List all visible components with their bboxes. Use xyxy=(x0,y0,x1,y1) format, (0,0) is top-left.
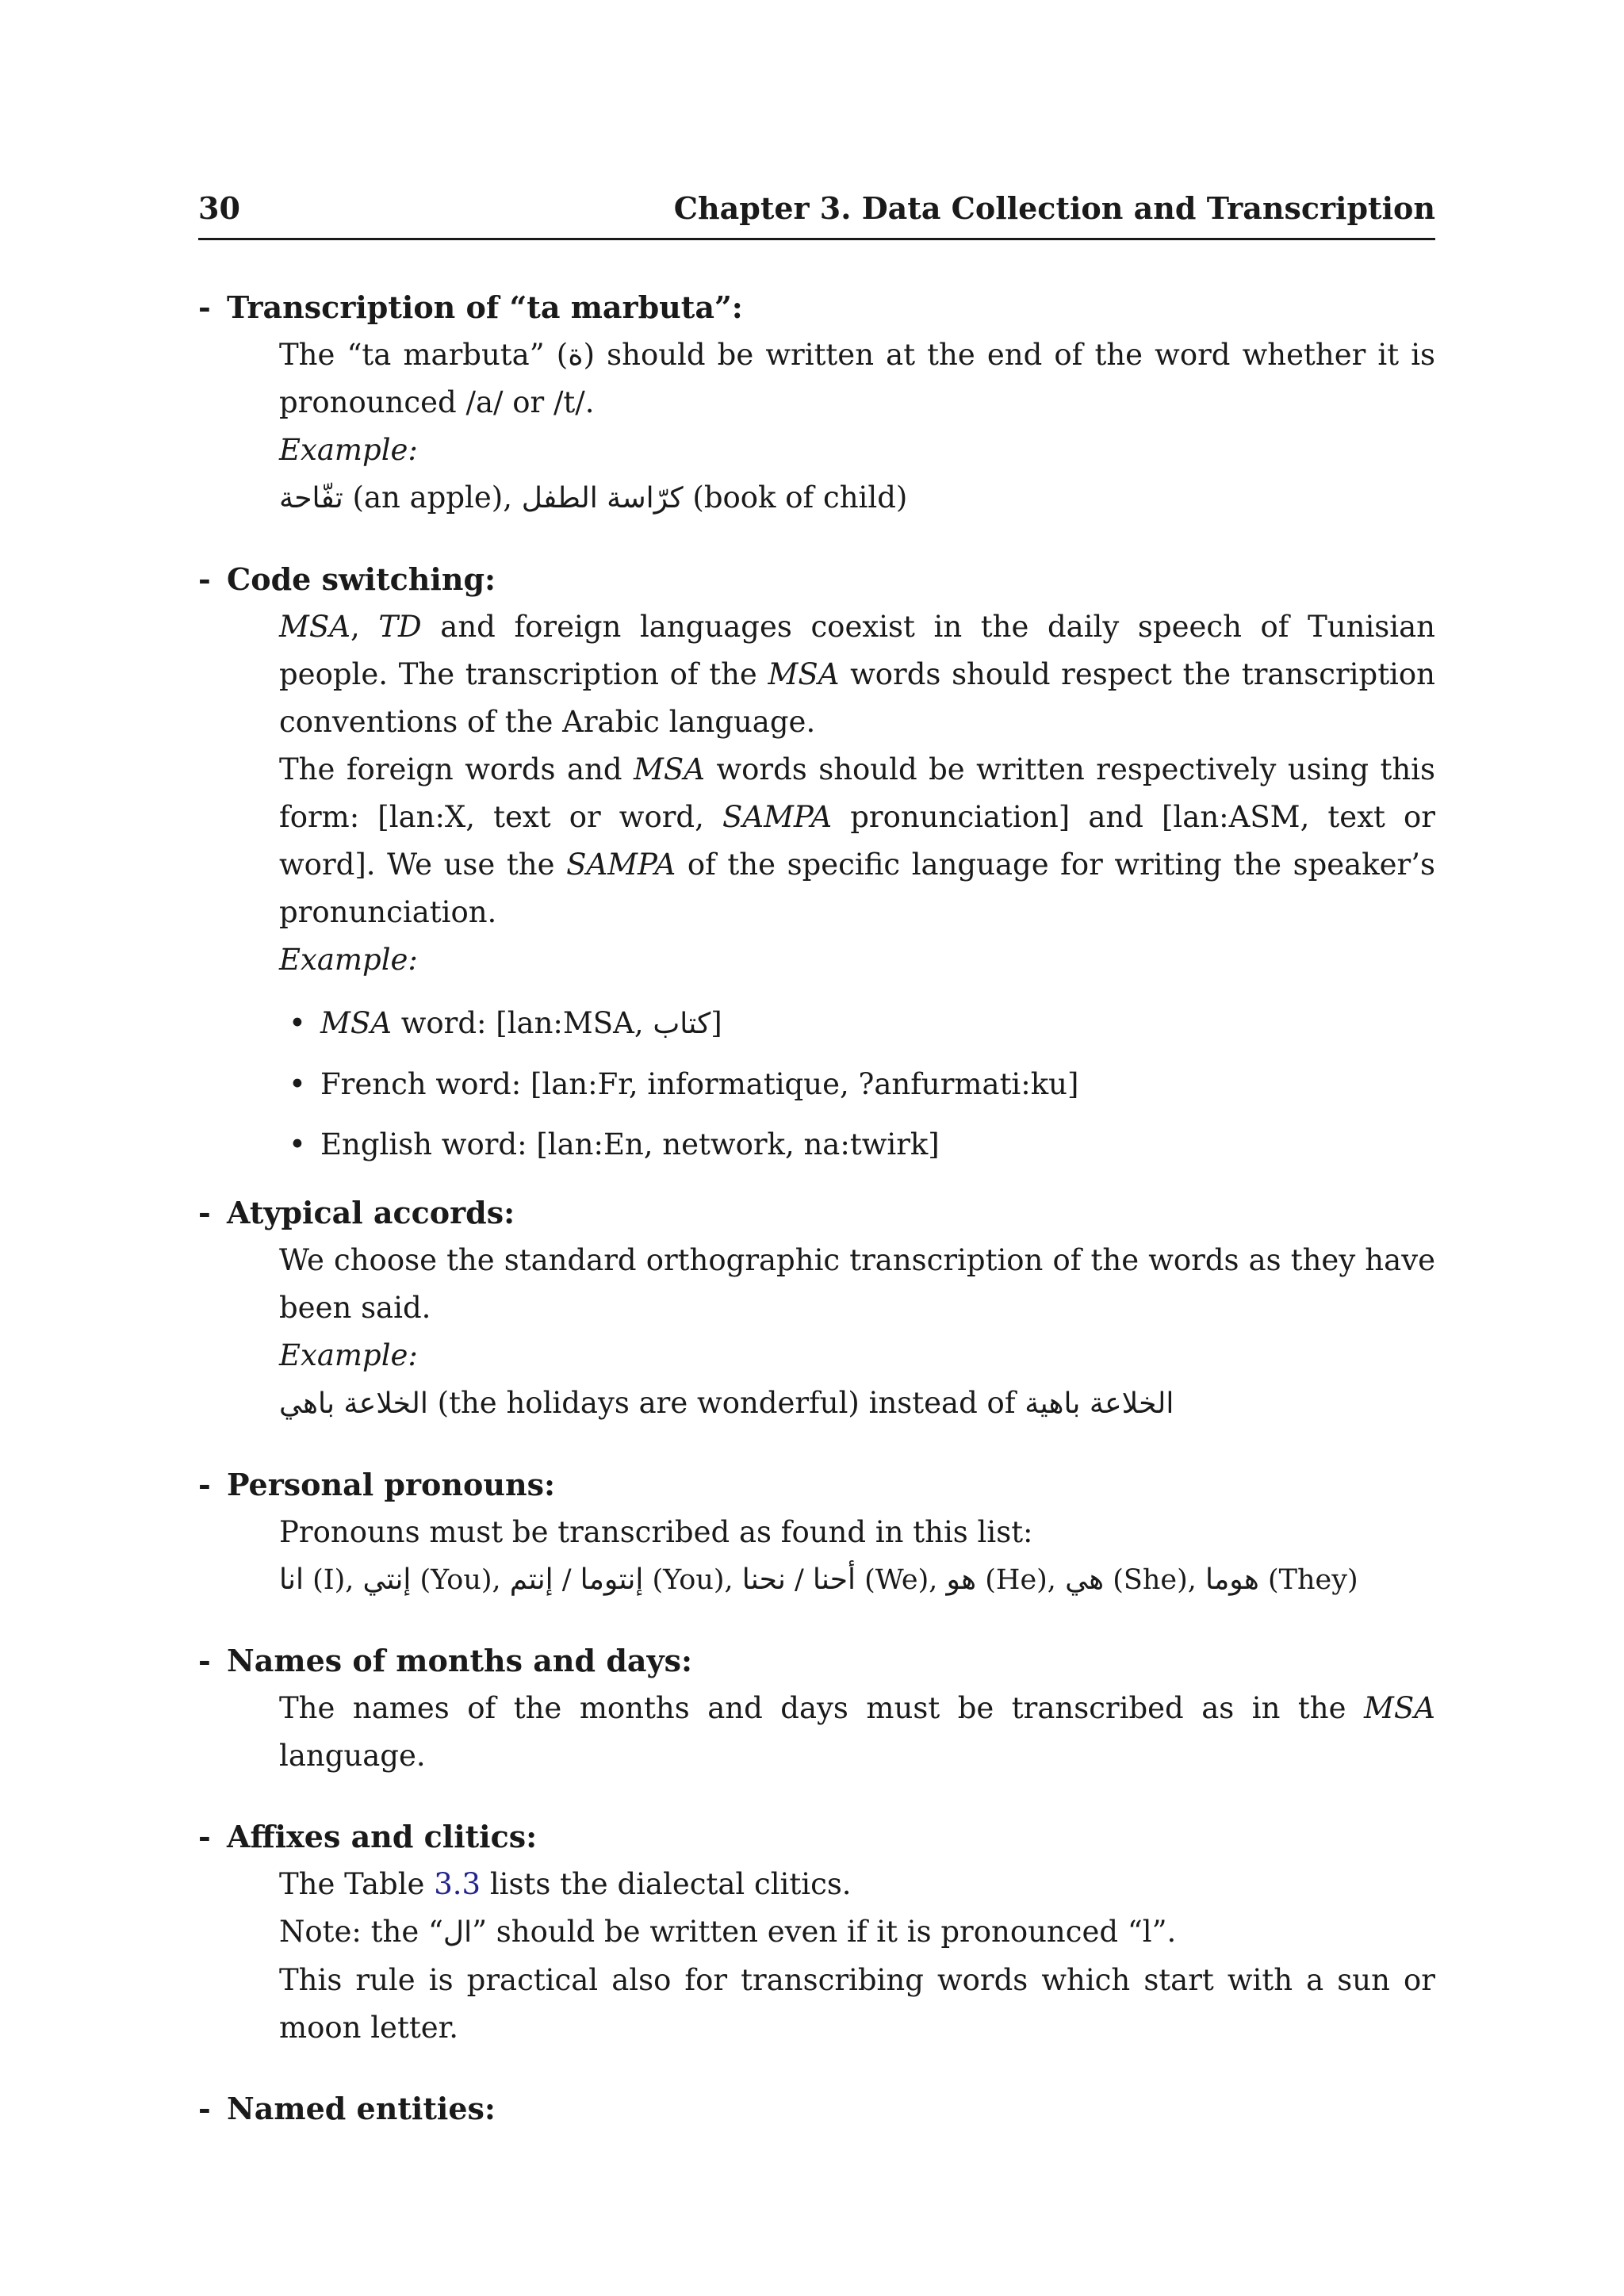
dash: - xyxy=(198,1467,222,1502)
list-item: • English word: [lan:En, network, na:twirk] xyxy=(320,1121,1435,1169)
page xyxy=(198,190,1435,2133)
section-title xyxy=(198,1461,1435,1509)
section-body xyxy=(279,1237,1435,1428)
section-body xyxy=(279,1861,1435,2052)
text: The foreign words and xyxy=(279,752,634,786)
text: The Table xyxy=(279,1867,435,1901)
dash: - xyxy=(198,2091,211,2126)
text: , xyxy=(350,610,379,644)
section-personal-pronouns xyxy=(198,1461,1435,1604)
term-msa: MSA xyxy=(768,657,840,691)
gloss: (You), xyxy=(643,1564,742,1596)
section-title xyxy=(198,556,1435,603)
section-atypical-accords xyxy=(198,1189,1435,1428)
arabic-text: الخلاعة باهية xyxy=(1025,1387,1174,1420)
arabic-text: الخلاعة باهي xyxy=(279,1387,428,1420)
gloss: (an apple), xyxy=(343,480,522,515)
example-label: Example: xyxy=(279,433,418,467)
arabic-text: ال xyxy=(442,1916,473,1949)
arabic-text: هي xyxy=(1065,1563,1105,1596)
example-label: Example: xyxy=(279,943,418,977)
paragraph xyxy=(279,1908,1435,1957)
section-named-entities xyxy=(198,2085,1435,2133)
gloss: (book of child) xyxy=(683,480,908,515)
gloss: (He), xyxy=(976,1564,1066,1596)
section-title xyxy=(198,1813,1435,1861)
title-text: Transcription of “ta marbuta”: xyxy=(227,289,743,325)
section-title xyxy=(198,284,1435,331)
dash: - xyxy=(198,1195,211,1230)
gloss: (I), xyxy=(304,1564,363,1596)
paragraph xyxy=(279,1861,1435,1908)
text: and foreign languages coexist in the daily speech of Tunisian people. The transcription of the xyxy=(279,610,1435,691)
gloss: (She), xyxy=(1104,1564,1205,1596)
arabic-text: إنتوما xyxy=(580,1563,644,1596)
running-header xyxy=(198,190,1435,240)
term-msa: MSA xyxy=(320,1006,392,1040)
arabic-text: انا xyxy=(279,1563,304,1596)
section-title xyxy=(198,1637,1435,1685)
term-msa: MSA xyxy=(1364,1691,1435,1725)
section-affixes-clitics xyxy=(198,1813,1435,2052)
dash: - xyxy=(198,289,211,325)
paragraph: We choose the standard orthographic transcription of the words as they have been said. xyxy=(279,1243,1435,1325)
paragraph xyxy=(279,603,1435,746)
example-line xyxy=(279,474,1435,522)
list-item: • French word: [lan:Fr, informatique, ?anfurmati:ku] xyxy=(320,1061,1435,1108)
separator: / xyxy=(785,1564,813,1596)
term-sampa: SAMPA xyxy=(566,848,676,882)
term-msa: MSA xyxy=(279,610,350,644)
gloss: (They) xyxy=(1258,1564,1358,1596)
arabic-text: كرّاسة الطفل xyxy=(521,482,684,515)
text: words should be written respectively using this form: [lan:X, text or word, xyxy=(279,752,1435,834)
text: ” should be written even if it is pronounced “l”. xyxy=(472,1915,1177,1949)
section-months-days xyxy=(198,1637,1435,1780)
term-td: TD xyxy=(378,610,422,644)
arabic-text: هو xyxy=(946,1563,977,1596)
separator: / xyxy=(553,1564,580,1596)
arabic-text: هوما xyxy=(1205,1563,1259,1596)
arabic-text: إنتي xyxy=(362,1563,412,1596)
chapter-title: Chapter 3. Data Collection and Transcription xyxy=(673,190,1435,226)
paragraph xyxy=(279,746,1435,936)
section-body xyxy=(279,331,1435,522)
text: words should respect the transcription conventions of the Arabic language. xyxy=(279,657,1435,739)
example-label: Example: xyxy=(279,1338,418,1372)
text: ] xyxy=(710,1006,722,1040)
title-text: Named entities: xyxy=(227,2091,496,2126)
table-reference-link[interactable]: 3.3 xyxy=(434,1867,481,1901)
section-title xyxy=(198,1189,1435,1237)
text: lists the dialectal clitics. xyxy=(481,1867,852,1901)
paragraph: The “ta marbuta” (ة) should be written at the end of the word whether it is pronounced /a/ or /t/. xyxy=(279,338,1436,419)
section-body xyxy=(279,1685,1435,1780)
section-body xyxy=(279,603,1435,1169)
arabic-text: كتاب xyxy=(653,1008,711,1040)
title-text: Names of months and days: xyxy=(227,1643,693,1678)
section-ta-marbuta xyxy=(198,284,1435,522)
paragraph: This rule is practical also for transcribing words which start with a sun or moon letter. xyxy=(279,1963,1435,2045)
text: word: [lan:MSA, xyxy=(391,1006,653,1040)
example-list xyxy=(279,1000,1435,1169)
section-body xyxy=(279,1509,1435,1604)
section-title xyxy=(198,2085,1435,2133)
term-msa: MSA xyxy=(634,752,705,786)
arabic-text: أحنا xyxy=(812,1563,856,1596)
title-text: Code switching: xyxy=(227,561,496,597)
title-text: Affixes and clitics: xyxy=(227,1819,538,1854)
title-text: Atypical accords: xyxy=(227,1195,515,1230)
term-sampa: SAMPA xyxy=(722,800,833,834)
gloss: (We), xyxy=(856,1564,947,1596)
page-number: 30 xyxy=(198,190,240,226)
arabic-text: إنتم xyxy=(509,1563,553,1596)
text: The names of the months and days must be transcribed as in the xyxy=(279,1691,1365,1725)
gloss: (You), xyxy=(411,1564,510,1596)
dash: - xyxy=(198,561,211,597)
pronoun-list xyxy=(279,1556,1435,1604)
arabic-text: نحنا xyxy=(741,1563,786,1596)
paragraph xyxy=(279,1685,1435,1780)
dash: - xyxy=(198,1819,211,1854)
gloss: (the holidays are wonderful) instead of xyxy=(427,1386,1025,1420)
arabic-text: تفّاحة xyxy=(279,482,343,515)
list-item xyxy=(320,1000,1435,1048)
example-line xyxy=(279,1380,1435,1428)
text: pronunciation] and [lan:ASM, text or word]. We use the xyxy=(279,800,1435,882)
dash: - xyxy=(198,1643,211,1678)
paragraph: Pronouns must be transcribed as found in this list: xyxy=(279,1515,1033,1549)
text: of the specific language for writing the speaker’s pronunciation. xyxy=(279,848,1435,929)
text: language. xyxy=(279,1739,426,1773)
section-code-switching xyxy=(198,556,1435,1169)
text: Note: the “ xyxy=(279,1915,443,1949)
title-text: Personal pronouns: xyxy=(227,1467,555,1502)
